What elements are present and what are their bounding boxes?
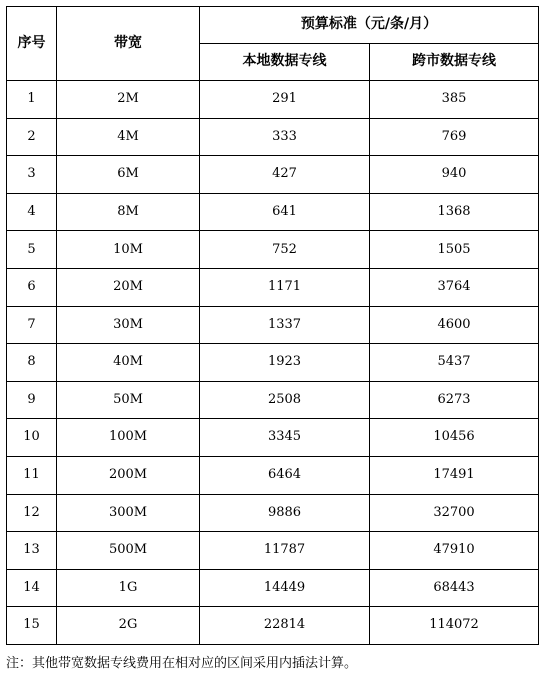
cell-seq: 13 — [7, 532, 57, 570]
cell-seq: 1 — [7, 81, 57, 119]
cell-seq: 6 — [7, 268, 57, 306]
cell-local: 11787 — [200, 532, 370, 570]
cell-cross-city: 5437 — [370, 344, 539, 382]
cell-bandwidth: 2M — [57, 81, 200, 119]
cell-bandwidth: 30M — [57, 306, 200, 344]
table-row — [7, 193, 539, 231]
cell-local: 1337 — [200, 306, 370, 344]
cell-local: 6464 — [200, 456, 370, 494]
cell-seq: 11 — [7, 456, 57, 494]
cell-local: 3345 — [200, 419, 370, 457]
cell-local: 1923 — [200, 344, 370, 382]
cell-bandwidth: 100M — [57, 419, 200, 457]
cell-bandwidth: 6M — [57, 156, 200, 194]
table-body — [7, 81, 539, 645]
header-local: 本地数据专线 — [200, 44, 370, 81]
table-row — [7, 81, 539, 119]
cell-local: 752 — [200, 231, 370, 269]
cell-cross-city: 3764 — [370, 268, 539, 306]
header-budget: 预算标准（元/条/月） — [200, 7, 539, 44]
cell-seq: 10 — [7, 419, 57, 457]
cell-seq: 3 — [7, 156, 57, 194]
cell-seq: 15 — [7, 607, 57, 645]
table-row — [7, 381, 539, 419]
cell-bandwidth: 300M — [57, 494, 200, 532]
cell-local: 14449 — [200, 569, 370, 607]
budget-table — [6, 6, 539, 645]
cell-local: 2508 — [200, 381, 370, 419]
table-row — [7, 419, 539, 457]
cell-seq: 8 — [7, 344, 57, 382]
cell-cross-city: 68443 — [370, 569, 539, 607]
table-row — [7, 306, 539, 344]
cell-bandwidth: 20M — [57, 268, 200, 306]
cell-local: 22814 — [200, 607, 370, 645]
table-row — [7, 268, 539, 306]
cell-bandwidth: 500M — [57, 532, 200, 570]
cell-local: 427 — [200, 156, 370, 194]
table-row — [7, 494, 539, 532]
table-row — [7, 118, 539, 156]
table-row — [7, 231, 539, 269]
cell-seq: 7 — [7, 306, 57, 344]
table-row — [7, 456, 539, 494]
cell-cross-city: 6273 — [370, 381, 539, 419]
cell-local: 641 — [200, 193, 370, 231]
cell-cross-city: 32700 — [370, 494, 539, 532]
cell-bandwidth: 200M — [57, 456, 200, 494]
cell-local: 333 — [200, 118, 370, 156]
table-header — [7, 7, 539, 81]
cell-cross-city: 1368 — [370, 193, 539, 231]
cell-cross-city: 940 — [370, 156, 539, 194]
cell-cross-city: 385 — [370, 81, 539, 119]
header-cross-city: 跨市数据专线 — [370, 44, 539, 81]
cell-cross-city: 114072 — [370, 607, 539, 645]
cell-seq: 12 — [7, 494, 57, 532]
table-row — [7, 156, 539, 194]
cell-bandwidth: 1G — [57, 569, 200, 607]
cell-bandwidth: 4M — [57, 118, 200, 156]
cell-cross-city: 47910 — [370, 532, 539, 570]
table-row — [7, 532, 539, 570]
cell-seq: 5 — [7, 231, 57, 269]
cell-local: 9886 — [200, 494, 370, 532]
cell-local: 1171 — [200, 268, 370, 306]
cell-bandwidth: 8M — [57, 193, 200, 231]
header-seq: 序号 — [7, 7, 57, 81]
cell-seq: 14 — [7, 569, 57, 607]
cell-seq: 9 — [7, 381, 57, 419]
cell-cross-city: 769 — [370, 118, 539, 156]
cell-bandwidth: 50M — [57, 381, 200, 419]
footnote: 注：其他带宽数据专线费用在相对应的区间采用内插法计算。 — [6, 656, 358, 671]
cell-seq: 2 — [7, 118, 57, 156]
cell-seq: 4 — [7, 193, 57, 231]
cell-local: 291 — [200, 81, 370, 119]
cell-cross-city: 1505 — [370, 231, 539, 269]
cell-bandwidth: 2G — [57, 607, 200, 645]
header-bandwidth: 带宽 — [57, 7, 200, 81]
table-row — [7, 569, 539, 607]
cell-cross-city: 4600 — [370, 306, 539, 344]
cell-cross-city: 10456 — [370, 419, 539, 457]
cell-bandwidth: 10M — [57, 231, 200, 269]
table-row — [7, 607, 539, 645]
cell-cross-city: 17491 — [370, 456, 539, 494]
table-row — [7, 344, 539, 382]
cell-bandwidth: 40M — [57, 344, 200, 382]
